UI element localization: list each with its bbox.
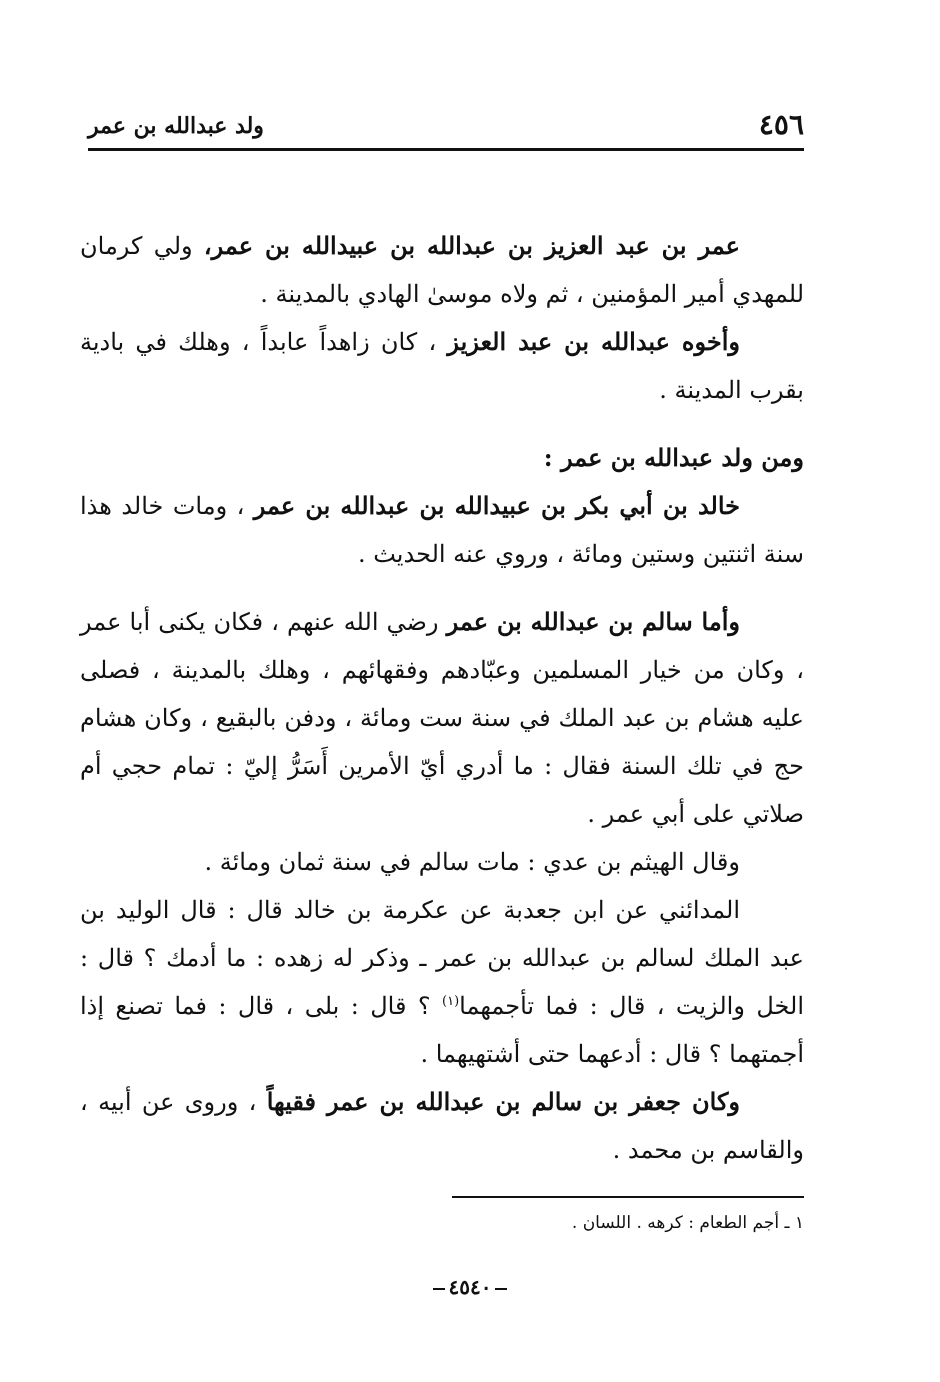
footer-page-number: ٤٥٤٠ xyxy=(448,1275,492,1299)
paragraph-al-haytham xyxy=(80,838,804,886)
footnote: ١ ـ أجم الطعام : كرهه . اللسان . xyxy=(571,1213,804,1233)
paragraph-khalid-ibn-abi-bakr xyxy=(80,482,804,578)
page-header xyxy=(88,108,804,152)
paragraph-text: المدائني عن ابن جعدبة عن عكرمة بن خالد قال : قال الوليد بن عبد الملك لسالم بن عبدالله بن عمر ـ وذكر له زهده : ما أدمك ؟ قال : الخل والزيت ، قال : فما تأجمهما xyxy=(80,896,804,1020)
running-title: ولد عبدالله بن عمر xyxy=(88,113,264,139)
paragraph-bold-name: وأما سالم بن عبدالله بن عمر xyxy=(446,607,740,636)
paragraph-abdullah-ibn-abd-al-aziz xyxy=(80,318,804,414)
paragraph-text: رضي الله عنهم ، فكان يكنى أبا عمر ، وكان من خيار المسلمين وعبّادهم وفقهائهم ، وهلك بالمدينة ، فصلى عليه هشام بن عبد الملك في سنة ست ومائة ، ودفن بالبقيع ، وكان هشام حج في تلك السنة فقال : ما أدري أيّ الأمرين أَسَرُّ إليّ : تمام حجي أم صلاتي على أبي عمر . xyxy=(80,608,804,828)
paragraph-jafar-ibn-salim xyxy=(80,1078,804,1174)
header-page-number: ٤٥٦ xyxy=(758,108,804,141)
paragraph-text: وقال الهيثم بن عدي : مات سالم في سنة ثمان ومائة . xyxy=(204,848,740,876)
main-text xyxy=(80,222,804,1174)
paragraph-al-madaini xyxy=(80,886,804,1078)
paragraph-text: ، كان زاهداً عابداً ، وهلك في بادية بقرب المدينة . xyxy=(80,328,804,404)
paragraph-text: ولي كرمان للمهدي أمير المؤمنين ، ثم ولاه موسىٰ الهادي بالمدينة . xyxy=(80,232,804,308)
footnote-rule xyxy=(452,1196,804,1198)
paragraph-text: ، وروى عن أبيه ، والقاسم بن محمد . xyxy=(80,1088,804,1164)
paragraph-text: ، ومات خالد هذا سنة اثنتين وستين ومائة ، وروي عنه الحديث . xyxy=(80,492,804,568)
footer-dash xyxy=(495,1288,507,1290)
paragraph-salim-ibn-abdullah xyxy=(80,598,804,838)
paragraph-bold-name: خالد بن أبي بكر بن عبيدالله بن عبدالله بن عمر xyxy=(253,491,741,520)
paragraph-umar-ibn-abd-al-aziz xyxy=(80,222,804,318)
section-heading-text: ومن ولد عبدالله بن عمر : xyxy=(543,443,804,472)
page-footer xyxy=(370,1272,570,1302)
paragraph-text: ؟ قال : بلى ، قال : فما تصنع إذا أجمتهما ؟ قال : أدعهما حتى أشتهيهما . xyxy=(80,992,804,1068)
footer-dash xyxy=(433,1288,445,1290)
section-heading xyxy=(80,434,804,482)
header-rule xyxy=(88,148,804,151)
paragraph-bold-name: عمر بن عبد العزيز بن عبدالله بن عبيدالله بن عمر، xyxy=(203,231,741,260)
footnote-marker[interactable]: (١) xyxy=(442,994,460,1009)
paragraph-bold-name: وكان جعفر بن سالم بن عبدالله بن عمر فقيهاً xyxy=(266,1087,740,1116)
paragraph-bold-name: وأخوه عبدالله بن عبد العزيز xyxy=(447,327,740,356)
